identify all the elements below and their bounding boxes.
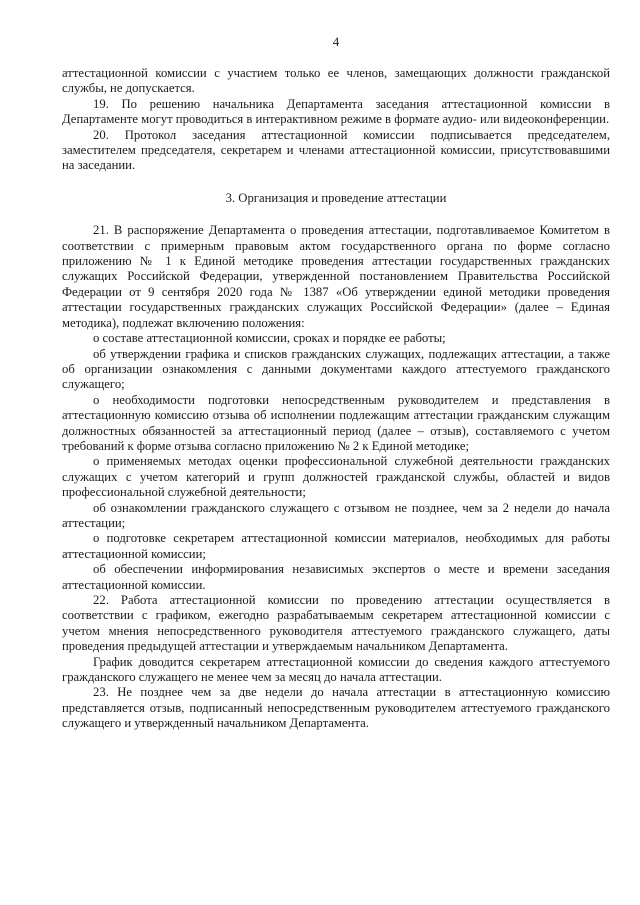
page-number: 4 bbox=[332, 34, 340, 49]
section-title: 3. Организация и проведение аттестации bbox=[225, 190, 447, 205]
paragraph-23: 23. Не позднее чем за две недели до начала аттестации в аттестационную комиссию представляется отзыв, подписанный непосредственным руководителем аттестуемого гражданского служащего и утвержденный начальником Департамента. bbox=[62, 685, 610, 731]
paragraph-21-item-familiarization: об ознакомлении гражданского служащего с отзывом не позднее, чем за 2 недели до начала аттестации; bbox=[62, 500, 610, 530]
paragraph-21-item-experts: об обеспечении информирования независимых экспертов о месте и времени заседания аттестационной комиссии. bbox=[62, 562, 610, 592]
paragraph-20: 20. Протокол заседания аттестационной комиссии подписывается председателем, заместителем председателя, секретарем и членами аттестационной комиссии, присутствовавшими на заседании. bbox=[62, 127, 610, 173]
paragraph-21-item-composition: о составе аттестационной комиссии, сроках и порядке ее работы; bbox=[93, 331, 446, 346]
paragraph-19: 19. По решению начальника Департамента заседания аттестационной комиссии в Департаменте могут проводиться в интерактивном режиме в формате аудио- или видеоконференции. bbox=[62, 96, 610, 127]
paragraph-22-schedule-notice: График доводится секретарем аттестационной комиссии до сведения каждого аттестуемого гражданского служащего не менее чем за месяц до начала аттестации. bbox=[62, 654, 610, 685]
paragraph-21-item-materials: о подготовке секретарем аттестационной комиссии материалов, необходимых для работы аттестационной комиссии; bbox=[62, 531, 610, 561]
bottom-paragraphs bbox=[62, 223, 610, 731]
top-paragraphs bbox=[62, 66, 610, 174]
paragraph-21-item-schedule: об утверждении графика и списков гражданских служащих, подлежащих аттестации, а также об организации ознакомления с данными документами каждого аттестуемого гражданского служащего; bbox=[62, 346, 610, 392]
paragraph-22: 22. Работа аттестационной комиссии по проведению аттестации осуществляется в соответствии с графиком, ежегодно разрабатываемым секретарем аттестационной комиссии с учетом мнения непосредственного руководителя аттестуемого гражданского служащего, даты проведения предыдущей аттестации и утверждаемым начальником Департамента. bbox=[62, 593, 610, 654]
paragraph-21: 21. В распоряжение Департамента о проведения аттестации, подготавливаемое Комитетом в соответствии с примерным правовым актом государственного органа по форме согласно приложению № 1 к Единой методике проведения аттестации государственных гражданских служащих Российской Федерации, утвержденной постановлением Правительства Российской Федерации от 9 сентября 2020 года № 1387 «Об утверждении единой методики проведения аттестации государственных гражданских служащих Российской Федерации» (далее – Единая методика), подлежат включению положения: bbox=[62, 223, 610, 330]
paragraph-18-continuation: аттестационной комиссии с участием только ее членов, замещающих должности гражданской службы, не допускается. bbox=[62, 66, 610, 96]
paragraph-21-item-methods: о применяемых методах оценки профессиональной служебной деятельности гражданских служащих с учетом категорий и групп должностей гражданской службы, областей и видов профессиональной служебной деятельности; bbox=[62, 454, 610, 500]
paragraph-21-item-review: о необходимости подготовки непосредственным руководителем и представления в аттестационную комиссию отзыва об исполнении подлежащим аттестации гражданским служащим должностных обязанностей за аттестационный период (далее – отзыв), составляемого с учетом требований к форме отзыва согласно приложению № 2 к Единой методике; bbox=[62, 392, 610, 453]
